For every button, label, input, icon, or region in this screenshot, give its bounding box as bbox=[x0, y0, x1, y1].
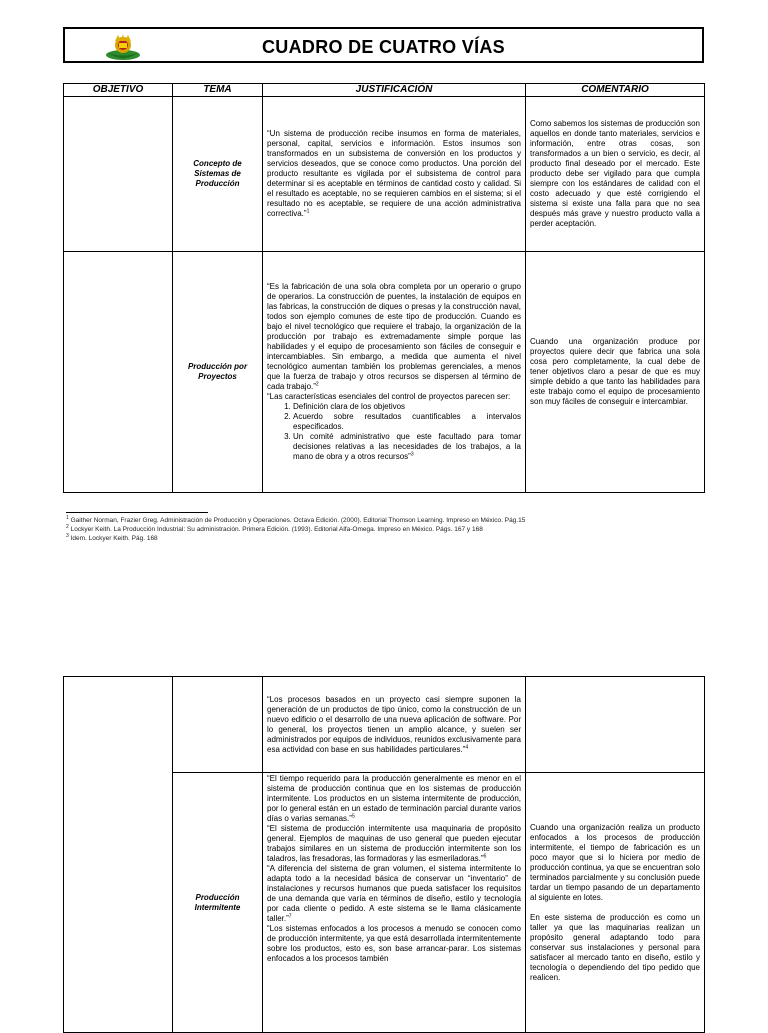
justificacion-text: “Es la fabricación de una sola obra completa por un operario o grupo de operarios. La construcción de puentes, la instalación de equipos en las fabricas, la construcción de diques o presas y la construcción naval, todos son ejemplo comunes de este tipo de producción. Cuando es bajo el nivel tecnológico que requiere el trabajo, la organización de la producción por trabajo es extremadamente simple porque las habilidades y el equipo de procesamiento son fáciles de conseguir e intercambiables. Sin embargo, a medida que aumenta el nivel tecnológico aumentan también los problemas gerenciales, a menos que la fuerza de trabajo y otros recursos se dispersen al término de cada trabajo.” bbox=[267, 282, 521, 391]
table-row bbox=[64, 677, 705, 773]
objetivo-cell bbox=[64, 252, 173, 493]
comentario-text: En este sistema de producción es como un taller ya que las maquinarias realizan un propósito general adaptando todo para conservar sus instalaciones y personal para satisfacer al mercado tanto en diseño, estilo y tecnología o dependiendo del tipo pedido que realicen. bbox=[530, 912, 700, 982]
justificacion-cell bbox=[263, 677, 526, 773]
header-objetivo: OBJETIVO bbox=[64, 84, 173, 97]
table-row bbox=[64, 97, 705, 252]
comentario-cell: Cuando una organización produce por proyectos quiere decir que fabrica una sola cosa pero completamente, la cual debe de tener objetivos claro a pesar de que es muy simple debido a que tanto las habilidades para este trabajo como el equipo de procesamiento son muy fáciles de conseguir e intercambiar. bbox=[526, 252, 705, 493]
four-way-table-continued bbox=[63, 676, 705, 1033]
comentario-text: Cuando una organización realiza un producto enfocados a los procesos de producción intermitente, el tiempo de fabricación es un poco mayor que si lo hiciera por medio de producción continua, ya que se encuentran solo terminados parcialmente y su conclusión puede tardar un tiempo pasando de un departamento al siguiente en lotes. bbox=[530, 822, 700, 902]
justificacion-text-2: “Las características esenciales del control de proyectos parecen ser: bbox=[267, 392, 511, 401]
footnote: $^2$ Lockyer Keith. La Producción Industrial: Su administración. Primera Edición. (1993). Editorial Alfa-Omega. Impreso en México. Págs. 167 y 168 bbox=[66, 523, 483, 533]
comentario-cell: Como sabemos los sistemas de producción son aquellos en donde tanto materiales, servicios e información, entre otras cosas, son transformados a un bien o servicio, es decir, al producto final deseado por el mercado. Este producto debe ser vigilado para que cumpla siempre con los estándares de calidad con el costo adecuado y que esté corrigiendo el sistema si existe una falla para que no sea después más grave y nuestro producto valla a perder aceptación. bbox=[526, 97, 705, 252]
page-title: CUADRO DE CUATRO VÍAS bbox=[262, 37, 505, 57]
tema-cell: Producción por Proyectos bbox=[173, 252, 263, 493]
tema-cell: Producción Intermitente bbox=[173, 773, 263, 1033]
comentario-cell bbox=[526, 773, 705, 1033]
header-justificacion: JUSTIFICACIÓN bbox=[263, 84, 526, 97]
footnote-ref: 1 bbox=[306, 208, 310, 215]
justificacion-cell bbox=[263, 97, 526, 252]
footnote-ref: 2 bbox=[315, 381, 319, 388]
tema-cell: Concepto de Sistemas de Producción bbox=[173, 97, 263, 252]
footnotes bbox=[66, 516, 716, 543]
footnote: $^1$ Gaither Norman, Frazier Greg. Administración de Producción y Operaciones. Octava Edición. (2000). Editorial Thomson Learning. Impreso en México. Pág.15 bbox=[66, 514, 526, 524]
header-tema: TEMA bbox=[173, 84, 263, 97]
footnote-ref: 4 bbox=[465, 743, 469, 750]
four-way-table bbox=[63, 83, 705, 493]
footnote-separator bbox=[66, 512, 208, 513]
table-row bbox=[64, 252, 705, 493]
list-item: 2. Acuerdo sobre resultados cuantificables a intervalos especificados. bbox=[293, 412, 521, 432]
header-comentario: COMENTARIO bbox=[526, 84, 705, 97]
justificacion-cell bbox=[263, 252, 526, 493]
list-item: 1. Definición clara de los objetivos bbox=[293, 402, 521, 412]
title-box bbox=[63, 27, 704, 63]
footnote-ref: 3 bbox=[410, 451, 414, 458]
table-header-row bbox=[64, 84, 705, 97]
justificacion-cell: “El tiempo requerido para la producción generalmente es menor en el sistema de producción continua que en los sistemas de producción intermitente. Los productos en un sistema intermitente de producción, por lo general están en un estado de terminación parcial durante varios días o varias semanas.”$^5$ “El sistema de producción intermitente usa maquinaria de propósito general. Ejemplos de maquinas de uso general que pueden ejecutar trabajos similares en un sistema de producción intermitente son los taladros, las fresadoras, las formadoras y las esmeriladoras.”$^6$ “A diferencia del sistema de gran volumen, el sistema intermitente lo adapta todo a la necesidad básica de conservar un “inventario” de instalaciones y recursos humanos que pueda satisfacer los requisitos de una demanda que varía en términos de diseño, estilo y tecnología por cada cliente o pedido. A este sistema se le llama clásicamente taller.”$^7$ “Los sistemas enfocados a los procesos a menudo se conocen como de producción intermitente, ya que está desarrollada intermitentemente sobre los productos, esto es, son base arrancar-parar. Los sistemas enfocados a los procesos también bbox=[263, 773, 526, 1033]
objetivo-cell bbox=[64, 677, 173, 1033]
objectives-list bbox=[267, 402, 521, 462]
justificacion-text: “Un sistema de producción recibe insumos en forma de materiales, personal, capital, servicios e información. Estos insumos son transformados en un subsistema de conversión en los productos y servicios deseados, que se conoce como productos. Una porción del producto resultante es vigilada por el subsistema de control para determinar si es aceptable en términos de cantidad costo y calidad. Si el resultado es aceptable, no se requieren cambios en el sistema; si el resultado no es aceptable, se requiere de una acción administrativa correctiva.” bbox=[267, 129, 521, 218]
list-item: 3. Un comité administrativo que este facultado para tomar decisiones relativas a las necesidades de los trabajos, a la mano de obra y a otros recursos”$^3$ bbox=[293, 432, 521, 462]
comentario-cell bbox=[526, 677, 705, 773]
footnote-ref: 6 bbox=[483, 853, 487, 860]
tema-cell bbox=[173, 677, 263, 773]
footnote: $^3$ Idem. Lockyer Keith. Pág. 168 bbox=[66, 532, 158, 542]
objetivo-cell bbox=[64, 97, 173, 252]
footnote-ref: 5 bbox=[351, 813, 355, 820]
justificacion-text: “Los procesos basados en un proyecto casi siempre suponen la generación de un productos de tipo único, como la construcción de un nuevo edificio o el desarrollo de una nueva aplicación de software. Por lo general, los proyectos tienen un amplio alcance, y suelen ser administrados por equipos de individuos, reunidos exclusivamente para esa actividad con base en sus habilidades particulares.” bbox=[267, 694, 521, 754]
footnote-ref: 7 bbox=[288, 913, 292, 920]
